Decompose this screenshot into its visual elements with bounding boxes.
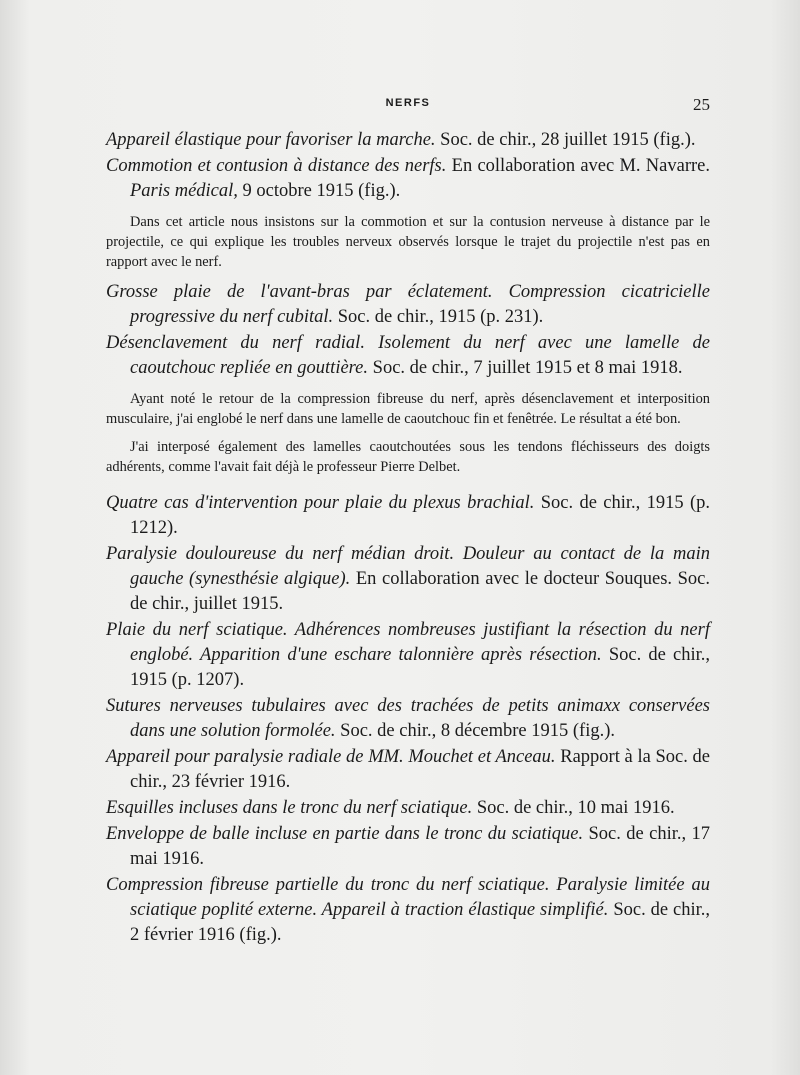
entry-title: Quatre cas d'intervention pour plaie du plexus brachial. [106,493,535,513]
entry-reference: Soc. de chir., 7 juillet 1915 et 8 mai 1918. [368,358,683,378]
entry-title: Plaie du nerf sciatique. Adhérences nombreuses justifiant la résection du nerf englobé. Apparition d'une eschare talonnière après résection. [106,620,710,665]
entry-title: Paralysie douloureuse du nerf médian droit. Douleur au contact de la main gauche (synesthésie algique). [106,544,710,589]
bibliography-entry [106,128,710,153]
entry-reference: Soc. de chir., 2 février 1916 (fig.). [130,900,711,945]
entry-reference: Soc. de chir., 28 juillet 1915 (fig.). [435,130,696,150]
entry-title: Sutures nerveuses tubulaires avec des trachées de petits animaxx conservées dans une solution formolée. [106,696,710,741]
entry-title: Compression fibreuse partielle du tronc du nerf sciatique. Paralysie limitée au sciatique poplité externe. Appareil à traction élastique simplifié. [106,875,710,920]
bibliography-entry [106,491,710,541]
entry-title: Commotion et contusion à distance des nerfs. [106,156,447,176]
entry-reference: Soc. de chir., 1915 (p. 1212). [130,493,710,538]
entry-journal: Paris médical, [130,181,238,201]
entry-reference: En collaboration avec le docteur Souques. Soc. de chir., juillet 1915. [130,569,710,614]
page-number: 25 [693,95,710,114]
entry-reference: Soc. de chir., 17 mai 1916. [130,824,710,869]
entry-reference: Soc. de chir., 1915 (p. 1207). [130,645,710,690]
entry-note: Ayant noté le retour de la compression fibreuse du nerf, après désenclavement et interposition musculaire, j'ai englobé le nerf dans une lamelle de caoutchouc fin et fenêtrée. Le résultat a été bon. [106,391,710,427]
entry-reference-date: 9 octobre 1915 (fig.). [237,181,401,201]
entry-title: Esquilles incluses dans le tronc du nerf sciatique. [106,798,473,818]
bibliography-entry [106,796,710,821]
bibliography-entry [106,694,710,744]
running-head: NERFS [385,97,431,109]
bibliography-entry [106,745,710,795]
entry-reference: Soc. de chir., 10 mai 1916. [472,798,675,818]
entry-reference: Soc. de chir., 8 décembre 1915 (fig.). [335,721,616,741]
page-body [106,128,710,949]
entry-title: Appareil pour paralysie radiale de MM. Mouchet et Anceau. [106,747,556,767]
entry-reference: En collaboration avec M. Navarre. [446,156,710,176]
bibliography-entry [106,542,710,617]
bibliography-entry [106,618,710,693]
bibliography-entry [106,280,710,330]
entry-note: Dans cet article nous insistons sur la commotion et sur la contusion nerveuse à distance par le projectile, ce qui explique les troubles nerveux observés lorsque le trajet du projectile n'est pas en rapport avec le nerf. [106,214,710,270]
bibliography-entry [106,331,710,381]
entry-title: Appareil élastique pour favoriser la marche. [106,130,436,150]
entry-note: J'ai interposé également des lamelles caoutchoutées sous les tendons fléchisseurs des doigts adhérents, comme l'avait fait déjà le professeur Pierre Delbet. [106,439,710,475]
bibliography-entry [106,154,710,204]
bibliography-entry [106,873,710,948]
entry-reference: Rapport à la Soc. de chir., 23 février 1916. [130,747,711,792]
entry-title: Désenclavement du nerf radial. Isolement du nerf avec une lamelle de caoutchouc repliée en gouttière. [106,333,710,378]
bibliography-entry [106,822,710,872]
entry-reference: Soc. de chir., 1915 (p. 231). [333,307,544,327]
entry-title: Grosse plaie de l'avant-bras par éclatement. Compression cicatricielle progressive du nerf cubital. [106,282,710,327]
entry-title: Enveloppe de balle incluse en partie dans le tronc du sciatique. [106,824,584,844]
page-header [106,95,710,115]
